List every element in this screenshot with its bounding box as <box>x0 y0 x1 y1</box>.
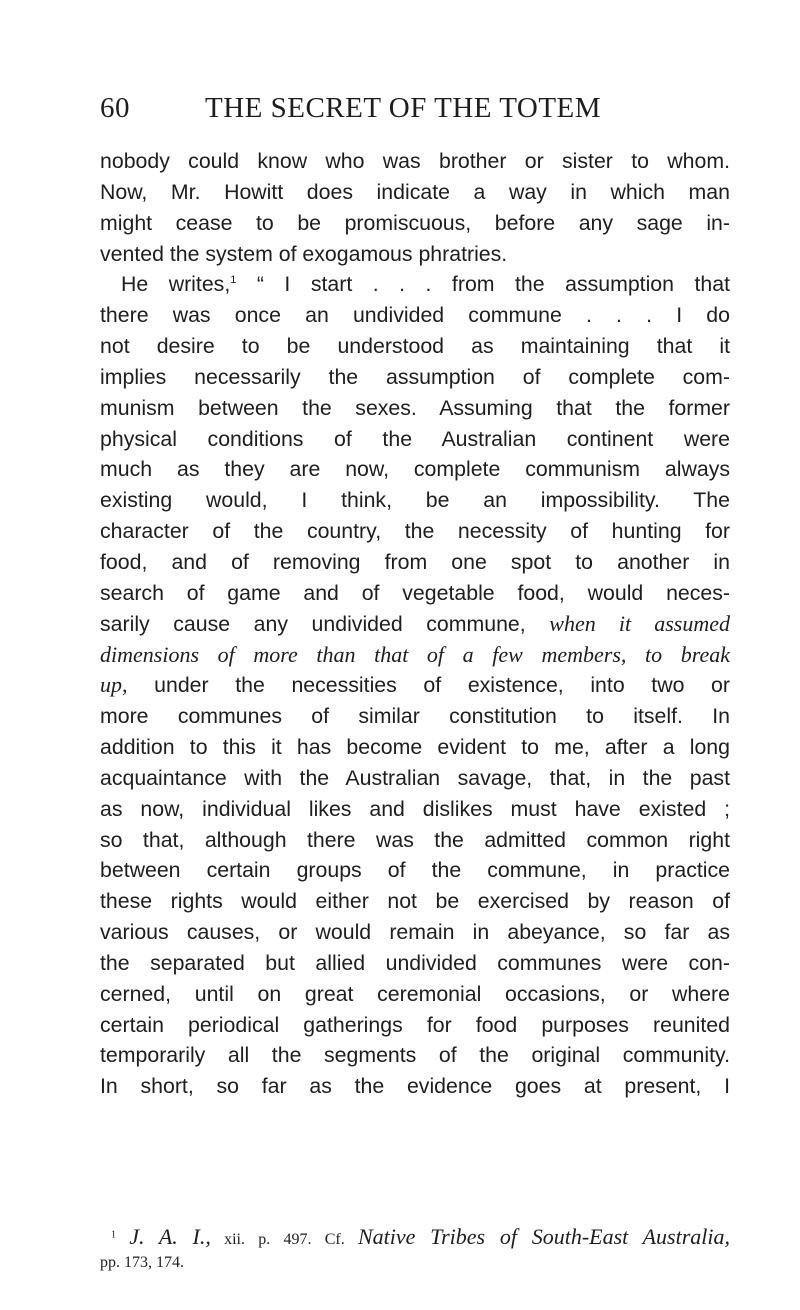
text-line: these rights would either not be exercised by reason of <box>100 889 730 914</box>
footnote <box>100 1225 730 1274</box>
footnote-line <box>100 1225 730 1251</box>
text-line: not desire to be understood as maintaining that it <box>100 334 730 359</box>
running-head <box>0 92 800 132</box>
text-line <box>100 269 730 300</box>
body-text <box>100 146 730 1102</box>
footnote-mark: 1 <box>111 1229 116 1241</box>
text-line: munism between the sexes. Assuming that the former <box>100 395 730 420</box>
text-line: Now, Mr. Howitt does indicate a way in which man <box>100 179 730 204</box>
footnote-line: pp. 173, 174. <box>100 1254 184 1271</box>
text-run: sarily cause any undivided commune, <box>100 611 550 636</box>
text-line: character of the country, the necessity of hunting for <box>100 519 730 544</box>
footnote-reference: 1 <box>230 274 237 287</box>
footnote-title: Native Tribes of South-East Australia, <box>357 1224 730 1249</box>
running-title: THE SECRET OF THE TOTEM <box>205 92 602 124</box>
text-line: food, and of removing from one spot to another in <box>100 549 730 574</box>
text-line: there was once an undivided commune . . . I do <box>100 303 730 328</box>
text-line: physical conditions of the Australian continent were <box>100 426 730 451</box>
page-number: 60 <box>100 92 130 124</box>
text-line: cerned, until on great ceremonial occasions, or where <box>100 981 730 1006</box>
text-line: existing would, I think, be an impossibility. The <box>100 488 730 513</box>
text-line: the separated but allied undivided communes were con- <box>100 950 730 975</box>
text-run: “ I start . . . from the assumption that <box>236 272 731 297</box>
text-line: between certain groups of the commune, in practice <box>100 858 730 883</box>
text-run: under the necessities of existence, into two or <box>127 673 730 698</box>
text-line <box>100 640 730 671</box>
text-line: search of game and of vegetable food, would neces- <box>100 580 730 605</box>
text-line: In short, so far as the evidence goes at present, I <box>100 1074 730 1099</box>
text-line: temporarily all the segments of the original community. <box>100 1043 730 1068</box>
italic-run: when it assumed <box>549 610 730 636</box>
text-line: various causes, or would remain in abeyance, so far as <box>100 920 730 945</box>
italic-run: up, <box>100 672 128 698</box>
text-line: so that, although there was the admitted common right <box>100 827 730 852</box>
text-line: vented the system of exogamous phratries. <box>100 241 508 266</box>
text-line: as now, individual likes and dislikes must have existed ; <box>100 796 730 821</box>
italic-run: dimensions of more than that of a few members, to break <box>100 641 730 667</box>
text-line: addition to this it has become evident to me, after a long <box>100 735 730 760</box>
text-run: He writes, <box>121 272 231 297</box>
text-line: nobody could know who was brother or sister to whom. <box>100 149 730 173</box>
text-line: much as they are now, complete communism always <box>100 457 730 482</box>
text-line: implies necessarily the assumption of complete com- <box>100 364 730 389</box>
text-line <box>100 670 730 701</box>
text-line: acquaintance with the Australian savage, that, in the past <box>100 765 730 790</box>
footnote-source: J. A. I., <box>129 1224 211 1249</box>
text-line <box>100 609 730 640</box>
text-line: might cease to be promiscuous, before any sage in- <box>100 210 730 235</box>
text-line: more communes of similar constitution to itself. In <box>100 704 730 729</box>
footnote-text: xii. p. 497. Cf. <box>210 1231 358 1248</box>
text-line: certain periodical gatherings for food purposes reunited <box>100 1012 730 1037</box>
